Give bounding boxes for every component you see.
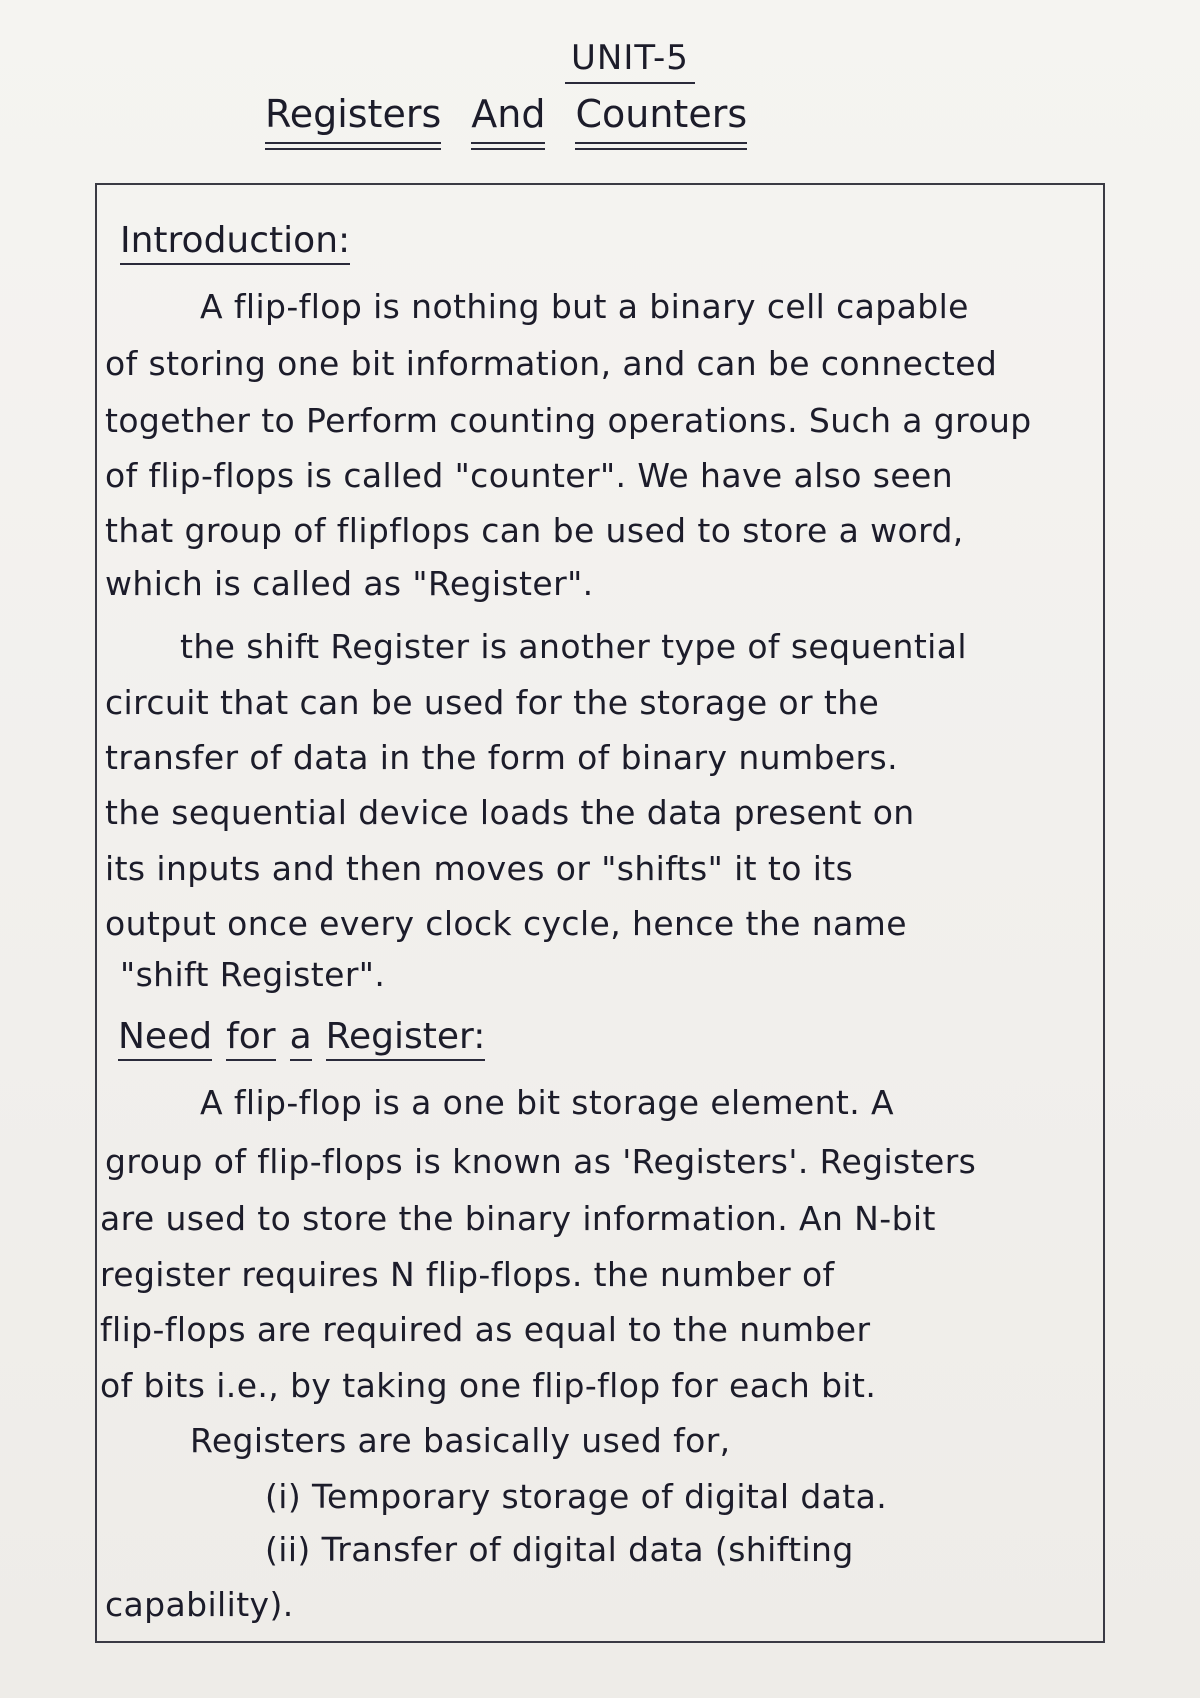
need-line-3: are used to store the binary information. An N-bit xyxy=(100,1199,936,1238)
shift-line-5: its inputs and then moves or "shifts" it to its xyxy=(105,849,854,888)
title-word-counters: Counters xyxy=(575,92,747,144)
intro-line-5: that group of flipflops can be used to store a word, xyxy=(105,511,964,550)
shift-line-6: output once every clock cycle, hence the name xyxy=(105,904,907,943)
shift-line-3: transfer of data in the form of binary numbers. xyxy=(105,738,898,777)
need-heading-word-4: Register: xyxy=(326,1016,486,1061)
need-line-5: flip-flops are required as equal to the number xyxy=(100,1310,871,1349)
intro-line-2: of storing one bit information, and can be connected xyxy=(105,344,998,383)
need-line-9: (ii) Transfer of digital data (shifting xyxy=(265,1530,854,1569)
shift-line-7: "shift Register". xyxy=(120,955,386,994)
need-line-7: Registers are basically used for, xyxy=(190,1421,731,1460)
need-line-10: capability). xyxy=(105,1585,294,1624)
intro-line-4: of flip-flops is called "counter". We have also seen xyxy=(105,456,954,495)
title-word-registers: Registers xyxy=(265,92,441,144)
need-heading-word-2: for xyxy=(226,1016,276,1061)
title-word-and: And xyxy=(471,92,545,144)
intro-line-6: which is called as "Register". xyxy=(105,564,594,603)
need-line-8: (i) Temporary storage of digital data. xyxy=(265,1477,888,1516)
need-line-1: A flip-flop is a one bit storage element. A xyxy=(200,1083,894,1122)
need-line-6: of bits i.e., by taking one flip-flop for each bit. xyxy=(100,1366,877,1405)
unit-title xyxy=(0,38,1200,84)
need-heading xyxy=(118,1016,499,1057)
need-line-4: register requires N flip-flops. the number of xyxy=(100,1255,835,1294)
shift-line-2: circuit that can be used for the storage or the xyxy=(105,683,880,722)
need-heading-word-3: a xyxy=(290,1016,312,1061)
shift-line-4: the sequential device loads the data present on xyxy=(105,793,915,832)
intro-line-1: A flip-flop is nothing but a binary cell capable xyxy=(200,287,969,326)
need-heading-word-1: Need xyxy=(118,1016,212,1061)
intro-line-3: together to Perform counting operations. Such a group xyxy=(105,401,1032,440)
intro-heading: Introduction: xyxy=(120,220,350,265)
page-title xyxy=(265,92,747,144)
shift-line-1: the shift Register is another type of sequential xyxy=(180,627,967,666)
unit-label: UNIT-5 xyxy=(565,38,695,84)
need-line-2: group of flip-flops is known as 'Registers'. Registers xyxy=(105,1142,977,1181)
